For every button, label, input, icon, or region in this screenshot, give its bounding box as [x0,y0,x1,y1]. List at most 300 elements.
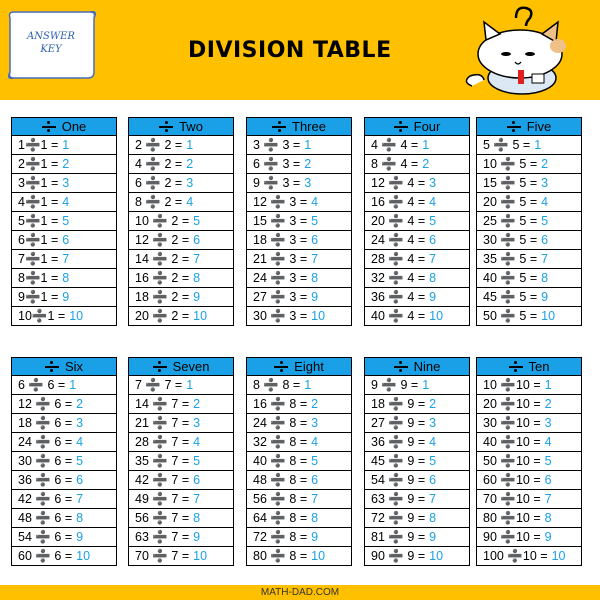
row-answer: 1 [544,378,552,392]
row-answer: 4 [76,435,84,449]
row-expression: 5➗1 = [18,213,59,228]
row-answer: 7 [62,252,70,266]
table-row [247,269,351,288]
row-expression: 45 ➗ 9 = [371,453,426,468]
table-row [477,414,581,433]
division-table-nine [364,357,470,566]
row-expression: 36 ➗ 6 = [18,472,73,487]
table-row [129,174,233,193]
divide-icon [45,361,59,372]
row-answer: 4 [311,195,319,209]
row-expression: 25 ➗ 5 = [483,213,538,228]
table-row [12,288,116,307]
row-expression: 9 ➗ 9 = [371,377,419,392]
row-expression: 30 ➗10 = [483,415,541,430]
row-answer: 2 [311,397,319,411]
row-expression: 90 ➗10 = [483,529,541,544]
row-answer: 1 [69,378,77,392]
row-answer: 3 [193,416,201,430]
row-expression: 2 ➗ 2 = [135,137,183,152]
table-row [247,471,351,490]
row-answer: 1 [304,378,312,392]
row-expression: 24 ➗ 4 = [371,232,426,247]
table-row [247,288,351,307]
table-row [12,528,116,547]
table-row [12,395,116,414]
row-expression: 28 ➗ 4 = [371,251,426,266]
row-answer: 1 [422,138,430,152]
table-row [247,376,351,395]
row-answer: 1 [186,138,194,152]
row-expression: 7➗1 = [18,251,59,266]
table-row [365,155,469,174]
row-answer: 2 [544,397,552,411]
table-row [129,155,233,174]
row-expression: 32 ➗ 4 = [371,270,426,285]
table-header [365,118,469,136]
row-expression: 40 ➗ 5 = [483,270,538,285]
row-expression: 20 ➗ 2 = [135,308,190,323]
row-expression: 18 ➗ 3 = [253,232,308,247]
answer-key-line2: KEY [40,44,62,55]
row-answer: 7 [544,492,552,506]
row-expression: 60 ➗10 = [483,472,541,487]
row-answer: 8 [429,511,437,525]
table-row [247,174,351,193]
row-expression: 54 ➗ 9 = [371,472,426,487]
row-answer: 5 [429,214,437,228]
row-answer: 10 [541,309,556,323]
row-expression: 54 ➗ 6 = [18,529,73,544]
table-header [129,118,233,136]
table-row [12,452,116,471]
row-expression: 30 ➗ 5 = [483,232,538,247]
table-row [477,509,581,528]
table-row [477,174,581,193]
row-expression: 18 ➗ 9 = [371,396,426,411]
row-expression: 14 ➗ 7 = [135,396,190,411]
row-expression: 80 ➗10 = [483,510,541,525]
table-header-label: Five [526,119,552,134]
table-row [247,414,351,433]
table-header [365,358,469,376]
row-expression: 20 ➗10 = [483,396,541,411]
row-expression: 56 ➗ 7 = [135,510,190,525]
table-row [365,307,469,325]
row-expression: 40 ➗10 = [483,434,541,449]
table-row [477,269,581,288]
table-row [477,155,581,174]
table-row [247,490,351,509]
row-answer: 1 [62,138,70,152]
table-header [247,118,351,136]
divide-icon [507,121,521,132]
row-answer: 1 [422,378,430,392]
table-row [477,212,581,231]
division-table-three [246,117,352,326]
row-expression: 15 ➗ 3 = [253,213,308,228]
table-row [12,471,116,490]
row-answer: 6 [62,233,70,247]
row-answer: 8 [193,271,201,285]
row-answer: 9 [62,290,70,304]
table-row [365,269,469,288]
row-expression: 35 ➗ 7 = [135,453,190,468]
row-answer: 2 [193,397,201,411]
row-expression: 18 ➗ 2 = [135,289,190,304]
row-answer: 3 [429,176,437,190]
divide-icon [509,361,523,372]
row-expression: 20 ➗ 5 = [483,194,538,209]
table-row [129,231,233,250]
row-expression: 40 ➗ 4 = [371,308,426,323]
row-expression: 2➗1 = [18,156,59,171]
row-expression: 4➗1 = [18,194,59,209]
row-answer: 6 [311,233,319,247]
row-answer: 9 [429,290,437,304]
row-answer: 9 [541,290,549,304]
row-expression: 6 ➗ 3 = [253,156,301,171]
table-row [365,395,469,414]
row-expression: 12 ➗ 4 = [371,175,426,190]
row-answer: 10 [311,549,326,563]
row-expression: 50 ➗10 = [483,453,541,468]
table-header-label: Ten [528,359,550,374]
row-answer: 7 [193,492,201,506]
table-row [129,414,233,433]
table-row [477,193,581,212]
table-row [477,136,581,155]
row-answer: 4 [311,435,319,449]
row-expression: 3➗1 = [18,175,59,190]
table-row [12,136,116,155]
row-expression: 20 ➗ 4 = [371,213,426,228]
table-row [12,307,116,325]
table-row [247,528,351,547]
table-row [365,376,469,395]
row-expression: 4 ➗ 2 = [135,156,183,171]
row-answer: 8 [544,511,552,525]
divide-icon [274,361,288,372]
row-expression: 80 ➗ 8 = [253,548,308,563]
table-row [129,395,233,414]
answer-key-badge [6,8,96,78]
table-header [129,358,233,376]
row-expression: 48 ➗ 8 = [253,472,308,487]
row-answer: 9 [193,530,201,544]
row-answer: 9 [544,530,552,544]
row-expression: 70 ➗10 = [483,491,541,506]
table-row [477,547,581,565]
row-expression: 35 ➗ 5 = [483,251,538,266]
table-row [12,174,116,193]
row-expression: 27 ➗ 3 = [253,289,308,304]
table-row [477,528,581,547]
row-expression: 36 ➗ 9 = [371,434,426,449]
table-row [12,269,116,288]
row-expression: 40 ➗ 8 = [253,453,308,468]
division-table-ten [476,357,582,566]
row-answer: 4 [429,195,437,209]
row-answer: 3 [304,176,312,190]
row-answer: 3 [429,416,437,430]
row-expression: 12 ➗ 2 = [135,232,190,247]
table-row [365,528,469,547]
row-answer: 10 [429,309,444,323]
table-row [477,490,581,509]
row-answer: 10 [311,309,326,323]
table-row [365,193,469,212]
row-answer: 5 [544,454,552,468]
table-row [12,193,116,212]
row-expression: 60 ➗ 6 = [18,548,73,563]
table-row [247,307,351,325]
header-banner [0,0,600,100]
table-header-label: Four [413,119,441,134]
divide-icon [159,121,173,132]
table-row [477,395,581,414]
row-answer: 5 [76,454,84,468]
table-row [12,509,116,528]
row-answer: 10 [69,309,84,323]
row-expression: 5 ➗ 5 = [483,137,531,152]
table-row [129,307,233,325]
row-answer: 10 [551,549,566,563]
answer-key-line1: ANSWER [27,31,75,42]
divide-icon [394,121,408,132]
table-header [477,358,581,376]
table-row [365,212,469,231]
row-answer: 4 [429,435,437,449]
row-answer: 8 [76,511,84,525]
row-answer: 9 [193,290,201,304]
row-answer: 4 [544,435,552,449]
row-answer: 4 [62,195,70,209]
row-answer: 7 [76,492,84,506]
table-row [129,250,233,269]
row-expression: 10 ➗ 2 = [135,213,190,228]
table-row [12,231,116,250]
table-row [247,155,351,174]
row-answer: 4 [186,195,194,209]
table-row [365,174,469,193]
row-expression: 24 ➗ 8 = [253,415,308,430]
row-answer: 7 [193,252,201,266]
row-expression: 10➗1 = [18,308,66,323]
table-row [129,490,233,509]
table-row [129,193,233,212]
table-row [247,509,351,528]
row-answer: 6 [311,473,319,487]
division-table-one [11,117,117,326]
table-header-label: Three [292,119,326,134]
row-answer: 6 [541,233,549,247]
row-answer: 2 [541,157,549,171]
table-row [477,376,581,395]
divide-icon [42,121,56,132]
row-answer: 9 [429,530,437,544]
table-row [365,547,469,565]
row-answer: 3 [311,416,319,430]
row-expression: 6➗1 = [18,232,59,247]
row-answer: 6 [193,473,201,487]
table-row [129,471,233,490]
row-answer: 5 [311,454,319,468]
row-answer: 6 [544,473,552,487]
table-row [129,212,233,231]
row-expression: 70 ➗ 7 = [135,548,190,563]
row-answer: 3 [62,176,70,190]
page-title: DIVISION TABLE [188,38,392,63]
row-expression: 8➗1 = [18,270,59,285]
row-answer: 7 [429,252,437,266]
table-row [129,288,233,307]
row-expression: 9➗1 = [18,289,59,304]
table-row [129,452,233,471]
table-header [12,118,116,136]
row-expression: 18 ➗ 6 = [18,415,73,430]
row-answer: 4 [541,195,549,209]
row-answer: 8 [541,271,549,285]
row-answer: 3 [544,416,552,430]
table-row [247,452,351,471]
row-answer: 1 [186,378,194,392]
table-row [129,376,233,395]
row-expression: 6 ➗ 6 = [18,377,66,392]
table-header-label: Seven [172,359,210,374]
table-header [477,118,581,136]
row-answer: 7 [311,492,319,506]
row-answer: 1 [534,138,542,152]
row-answer: 1 [304,138,312,152]
row-expression: 12 ➗ 3 = [253,194,308,209]
row-answer: 7 [311,252,319,266]
row-expression: 50 ➗ 5 = [483,308,538,323]
table-row [12,547,116,565]
row-expression: 28 ➗ 7 = [135,434,190,449]
row-expression: 72 ➗ 9 = [371,510,426,525]
row-answer: 5 [541,214,549,228]
row-expression: 30 ➗ 3 = [253,308,308,323]
row-answer: 5 [193,454,201,468]
table-row [12,212,116,231]
row-expression: 30 ➗ 6 = [18,453,73,468]
row-answer: 9 [76,530,84,544]
row-expression: 15 ➗ 5 = [483,175,538,190]
table-header-label: Six [64,359,84,374]
row-expression: 6 ➗ 2 = [135,175,183,190]
table-row [365,231,469,250]
division-table-six [11,357,117,566]
table-row [365,509,469,528]
row-answer: 2 [422,157,430,171]
table-row [477,250,581,269]
table-row [477,433,581,452]
row-expression: 8 ➗ 2 = [135,194,183,209]
row-expression: 16 ➗ 4 = [371,194,426,209]
division-table-four [364,117,470,326]
table-row [477,288,581,307]
table-header-label: Eight [294,359,324,374]
row-answer: 8 [311,271,319,285]
table-row [129,269,233,288]
row-expression: 16 ➗ 8 = [253,396,308,411]
row-expression: 64 ➗ 8 = [253,510,308,525]
row-expression: 14 ➗ 2 = [135,251,190,266]
row-answer: 10 [429,549,444,563]
row-answer: 6 [193,233,201,247]
table-row [12,155,116,174]
table-row [129,136,233,155]
divide-icon [394,361,408,372]
table-row [129,433,233,452]
table-row [365,490,469,509]
table-row [12,376,116,395]
table-row [477,471,581,490]
table-row [247,547,351,565]
row-answer: 3 [76,416,84,430]
row-expression: 9 ➗ 3 = [253,175,301,190]
table-row [12,250,116,269]
row-expression: 10 ➗10 = [483,377,541,392]
table-row [247,395,351,414]
footer-site: MATH-DAD.COM [0,585,600,600]
table-header-label: Nine [413,359,441,374]
row-answer: 3 [541,176,549,190]
table-row [247,250,351,269]
row-expression: 27 ➗ 9 = [371,415,426,430]
row-expression: 8 ➗ 4 = [371,156,419,171]
row-expression: 42 ➗ 7 = [135,472,190,487]
row-answer: 2 [186,157,194,171]
row-answer: 6 [429,473,437,487]
row-answer: 7 [429,492,437,506]
row-answer: 7 [541,252,549,266]
division-table-seven [128,357,234,566]
row-answer: 2 [62,157,70,171]
divide-icon [153,361,167,372]
table-row [365,471,469,490]
row-answer: 8 [429,271,437,285]
table-row [247,136,351,155]
row-expression: 81 ➗ 9 = [371,529,426,544]
table-row [247,212,351,231]
table-header [247,358,351,376]
row-expression: 72 ➗ 8 = [253,529,308,544]
row-expression: 24 ➗ 6 = [18,434,73,449]
row-answer: 8 [62,271,70,285]
table-row [12,490,116,509]
table-row [365,288,469,307]
row-expression: 3 ➗ 3 = [253,137,301,152]
row-expression: 10 ➗ 5 = [483,156,538,171]
table-row [247,433,351,452]
row-answer: 5 [193,214,201,228]
table-header-label: One [61,119,87,134]
division-table-two [128,117,234,326]
table-row [477,452,581,471]
table-row [365,136,469,155]
table-row [247,231,351,250]
row-answer: 5 [62,214,70,228]
row-answer: 2 [304,157,312,171]
row-answer: 10 [193,309,208,323]
row-expression: 36 ➗ 4 = [371,289,426,304]
row-expression: 63 ➗ 9 = [371,491,426,506]
table-row [12,414,116,433]
row-expression: 12 ➗ 6 = [18,396,73,411]
table-row [129,528,233,547]
